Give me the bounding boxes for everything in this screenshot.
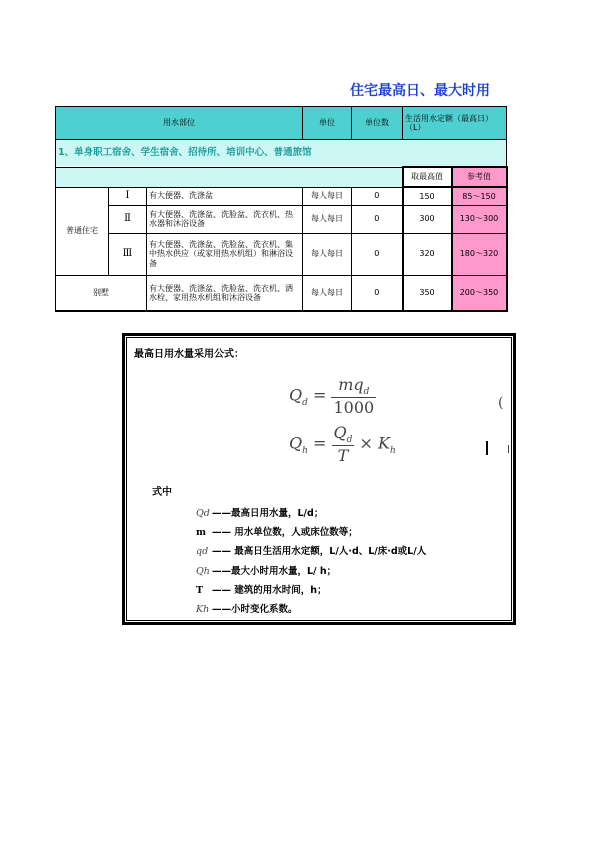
def-text: —— 建筑的用水时间，h； xyxy=(212,585,327,596)
row-unit: 每人每日 xyxy=(303,233,352,275)
take-max-label: 取最高值 xyxy=(403,167,452,187)
def-text: —— 最高日生活用水定额，L/人·d、L/床·d或L/人 xyxy=(212,546,427,557)
definition-t xyxy=(196,582,327,596)
eq2-num-sub: d xyxy=(346,435,353,446)
eq2-lhs: Q xyxy=(289,433,303,453)
formula-hourly: $Q_h$ = $\frac{Q_d}{T}$ × $K_h$ xyxy=(289,423,396,466)
row-count: 0 xyxy=(352,233,403,275)
def-symbol: m xyxy=(196,527,207,538)
eq2-lhs-sub: h xyxy=(302,445,308,456)
sub-header-spacer xyxy=(56,167,403,187)
eq2-den: T xyxy=(337,446,349,466)
eq2-k: K xyxy=(378,433,390,453)
level-label: Ⅲ xyxy=(109,233,147,275)
def-text: ——小时变化系数。 xyxy=(212,604,298,615)
row-unit: 每人每日 xyxy=(303,187,352,205)
row-count: 0 xyxy=(352,205,403,233)
def-symbol: Qh xyxy=(196,566,210,577)
where-label: 式中 xyxy=(152,487,172,498)
def-text: ——最高日用水量，L/d； xyxy=(212,508,324,519)
level-label: Ⅰ xyxy=(109,187,147,205)
row-count: 0 xyxy=(352,275,403,311)
cursor-mark xyxy=(508,445,509,453)
header-part: 用水部位 xyxy=(56,107,303,140)
table-row xyxy=(56,233,507,275)
water-quota-table xyxy=(55,106,508,312)
eq2-fraction xyxy=(332,423,355,465)
eq1-lhs-sub: d xyxy=(302,397,308,408)
definition-qd-quota xyxy=(196,543,426,557)
eq2-num: Q xyxy=(333,423,347,442)
row-desc: 有大便器、洗涤盆 xyxy=(147,187,303,205)
group-label: 普通住宅 xyxy=(56,187,109,275)
eq1-den: 1000 xyxy=(333,398,375,418)
def-symbol: qd xyxy=(196,546,209,557)
row-ref: 130～300 xyxy=(452,205,507,233)
table-row xyxy=(56,275,507,311)
row-unit: 每人每日 xyxy=(303,275,352,311)
eq1-lhs: Q xyxy=(289,385,303,405)
formula-daily: $Q_d$ = $\frac{mq_d}{1000}$ xyxy=(289,375,375,418)
stray-char: ( xyxy=(498,395,504,411)
definition-qh xyxy=(196,563,336,577)
row-max: 320 xyxy=(403,233,452,275)
header-quota: 生活用水定额（最高日）（L） xyxy=(403,107,507,140)
reference-label: 参考值 xyxy=(452,167,507,187)
def-text: ——最大小时用水量，L/ h； xyxy=(212,566,337,577)
row-desc: 有大便器、洗涤盆、洗脸盆、洗衣机、集中热水供应（或家用热水机组）和淋浴设备 xyxy=(147,233,303,275)
row-unit: 每人每日 xyxy=(303,205,352,233)
header-unit-count: 单位数 xyxy=(352,107,403,140)
formula-box xyxy=(122,333,516,625)
header-unit: 单位 xyxy=(303,107,352,140)
formula-intro: 最高日用水量采用公式： xyxy=(134,349,244,360)
row-ref: 180～320 xyxy=(452,233,507,275)
eq1-num: mq xyxy=(338,375,364,394)
eq1-num-sub: d xyxy=(363,387,370,398)
def-symbol: T xyxy=(196,585,204,596)
table-header-row xyxy=(56,107,507,140)
def-symbol: Kh xyxy=(196,604,210,615)
sub-header-row xyxy=(56,167,507,187)
row-ref: 85～150 xyxy=(452,187,507,205)
definition-kh xyxy=(196,601,298,615)
definition-qd xyxy=(196,505,323,519)
eq2-k-sub: h xyxy=(389,445,396,456)
level-label: Ⅱ xyxy=(109,205,147,233)
eq1-fraction xyxy=(331,375,376,417)
cursor-bar xyxy=(486,441,488,455)
definition-m xyxy=(196,524,358,538)
section-row xyxy=(56,140,507,168)
table-row xyxy=(56,205,507,233)
row-desc: 有大便器、洗涤盆、洗脸盆、洗衣机、热水器和沐浴设备 xyxy=(147,205,303,233)
row-max: 300 xyxy=(403,205,452,233)
page-title: 住宅最高日、最大时用 xyxy=(350,83,490,99)
section-title: 1、单身职工宿舍、学生宿舍、招待所、培训中心、普通旅馆 xyxy=(56,140,507,168)
row-max: 150 xyxy=(403,187,452,205)
def-symbol: Qd xyxy=(196,508,210,519)
row-count: 0 xyxy=(352,187,403,205)
group-label: 别墅 xyxy=(56,275,147,311)
row-ref: 200～350 xyxy=(452,275,507,311)
row-desc: 有大便器、洗涤盆、洗脸盆、洗衣机、洒水栓、家用热水机组和沐浴设备 xyxy=(147,275,303,311)
row-max: 350 xyxy=(403,275,452,311)
table-row xyxy=(56,187,507,205)
def-text: —— 用水单位数，人或床位数等； xyxy=(212,527,358,538)
